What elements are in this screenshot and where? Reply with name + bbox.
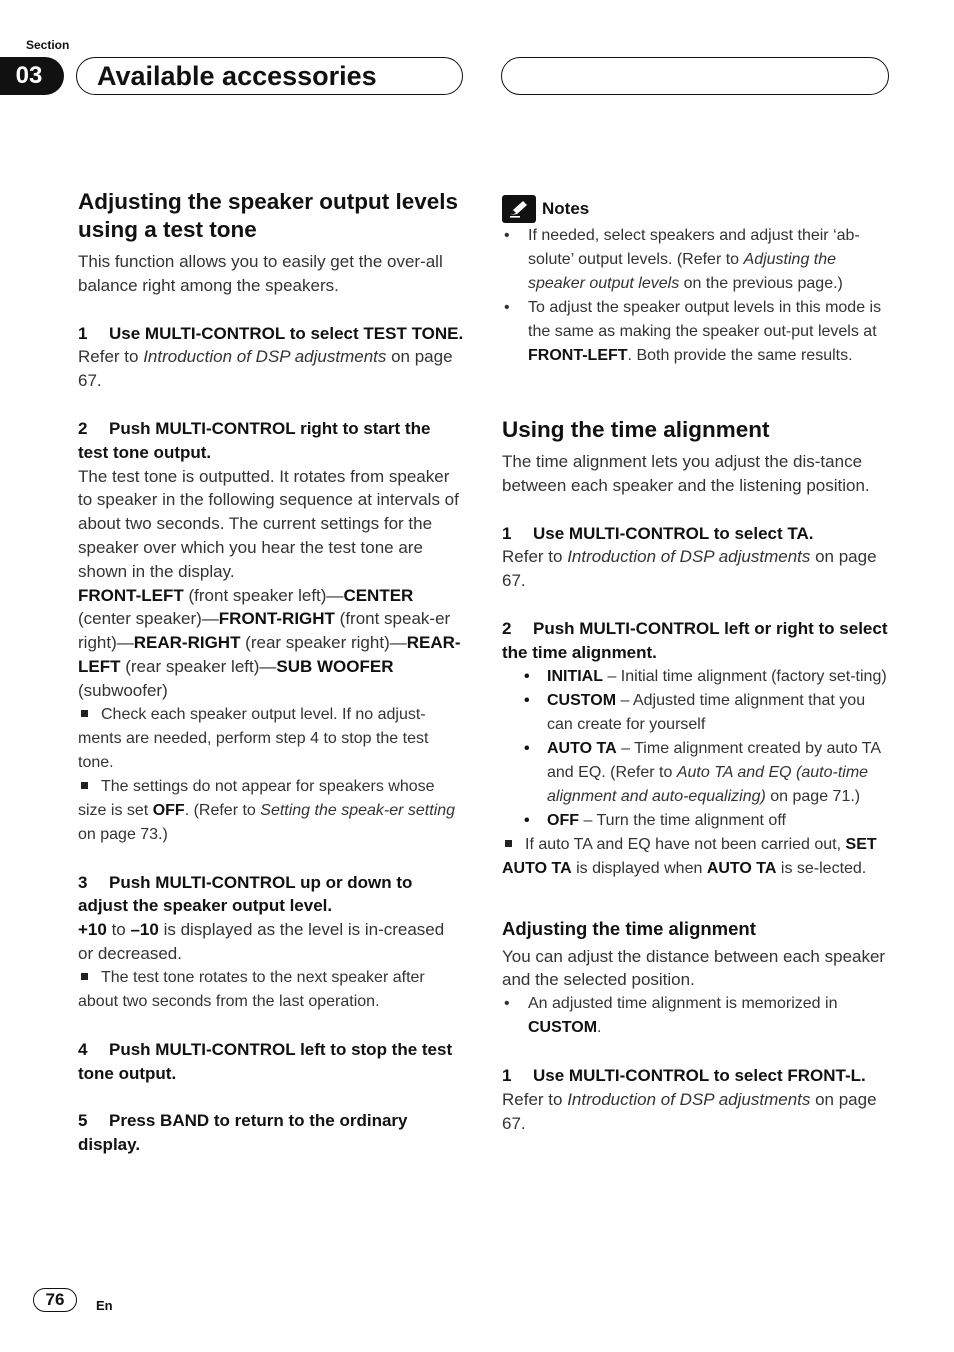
notes-header xyxy=(502,194,890,224)
adjusting-ta-heading: Adjusting the time alignment xyxy=(502,917,756,939)
page-number: 76 xyxy=(33,1288,77,1312)
step-2-note-2: The settings do not appear for speakers whose size is set OFF. (Refer to Setting the speak-er setting on page 73.) xyxy=(78,777,456,843)
notes-list xyxy=(502,224,890,368)
pencil-icon xyxy=(502,195,536,223)
section-number: 03 xyxy=(0,57,64,95)
step-2-body: The test tone is outputted. It rotates from speaker to speaker in the following sequence at intervals of about two seconds. The current settings for the speaker over which you hear the test tone are shown in the display. xyxy=(78,466,459,581)
ta-step-2-title: 2 Push MULTI-CONTROL left or right to select the time alignment. xyxy=(502,618,888,662)
adjusting-ta-bullet: • An adjusted time alignment is memorized in CUSTOM. xyxy=(502,992,890,1040)
time-alignment-intro: The time alignment lets you adjust the dis-tance between each speaker and the listening position. xyxy=(502,452,870,495)
left-column xyxy=(78,188,464,1157)
test-tone-intro: This function allows you to easily get the over-all balance right among the speakers. xyxy=(78,252,443,295)
step-2-title: 2 Push MULTI-CONTROL right to start the test tone output. xyxy=(78,418,431,462)
step-3-body: +10 to –10 is displayed as the level is in-creased or decreased. xyxy=(78,920,445,963)
section-label: Section xyxy=(26,38,70,52)
step-3-note: The test tone rotates to the next speaker after about two seconds from the last operation. xyxy=(78,968,425,1010)
step-4-title: 4 Push MULTI-CONTROL left to stop the test tone output. xyxy=(78,1039,453,1083)
adjusting-ta-bullets xyxy=(502,992,890,1040)
square-bullet-icon xyxy=(81,782,88,789)
ta-step-1-ref: Refer to Introduction of DSP adjustments on page 67. xyxy=(502,547,877,591)
square-bullet-icon xyxy=(505,840,512,847)
ta-step-2-note: If auto TA and EQ have not been carried out, SET AUTO TA is displayed when AUTO TA is se-lected. xyxy=(502,835,877,877)
ta-option-initial: • INITIAL – Initial time alignment (factory set-ting) xyxy=(502,665,890,689)
square-bullet-icon xyxy=(81,973,88,980)
ta-option-custom: • CUSTOM – Adjusted time alignment that you can create for yourself xyxy=(502,689,890,737)
right-column xyxy=(502,188,890,1136)
adj-step-1-title: 1 Use MULTI-CONTROL to select FRONT-L. xyxy=(502,1066,866,1086)
notes-label: Notes xyxy=(542,199,590,219)
ta-option-auto: • AUTO TA – Time alignment created by auto TA and EQ. (Refer to Auto TA and EQ (auto-time alignment and auto-equalizing) on page 71.) xyxy=(502,737,890,809)
square-bullet-icon xyxy=(81,710,88,717)
language-label: En xyxy=(96,1298,113,1313)
section-title-box xyxy=(76,57,463,95)
adj-step-1-ref: Refer to Introduction of DSP adjustments on page 67. xyxy=(502,1089,877,1133)
step-3-title: 3 Push MULTI-CONTROL up or down to adjust the speaker output level. xyxy=(78,872,413,916)
note-item: • If needed, select speakers and adjust their ‘ab-solute’ output levels. (Refer to Adjusting the speaker output levels on the previous page.) xyxy=(502,224,890,296)
adjusting-ta-intro: You can adjust the distance between each speaker and the selected position. xyxy=(502,946,886,990)
time-alignment-heading: Using the time alignment xyxy=(502,417,770,442)
header-empty-box xyxy=(501,57,889,95)
test-tone-heading: Adjusting the speaker output levels using a test tone xyxy=(78,189,459,242)
ta-option-off: • OFF – Turn the time alignment off xyxy=(502,809,890,833)
page-title: Available accessories xyxy=(97,60,377,91)
step-1-ref: Refer to Introduction of DSP adjustments on page 67. xyxy=(78,347,453,391)
note-item: • To adjust the speaker output levels in this mode is the same as making the speaker out-put levels at FRONT-LEFT. Both provide the same results. xyxy=(502,296,890,368)
ta-options-list xyxy=(502,665,890,833)
step-5-title: 5 Press BAND to return to the ordinary display. xyxy=(78,1111,408,1155)
step-2-note-1: Check each speaker output level. If no adjust-ments are needed, perform step 4 to stop the test tone. xyxy=(78,705,429,771)
speaker-sequence: FRONT-LEFT (front speaker left)—CENTER (center speaker)—FRONT-RIGHT (front speak-er right)—REAR-RIGHT (rear speaker right)—REAR-LEFT (rear speaker left)—SUB WOOFER (subwoofer) xyxy=(78,585,461,700)
step-1-title: 1 Use MULTI-CONTROL to select TEST TONE. xyxy=(78,323,464,343)
ta-step-1-title: 1 Use MULTI-CONTROL to select TA. xyxy=(502,523,814,543)
